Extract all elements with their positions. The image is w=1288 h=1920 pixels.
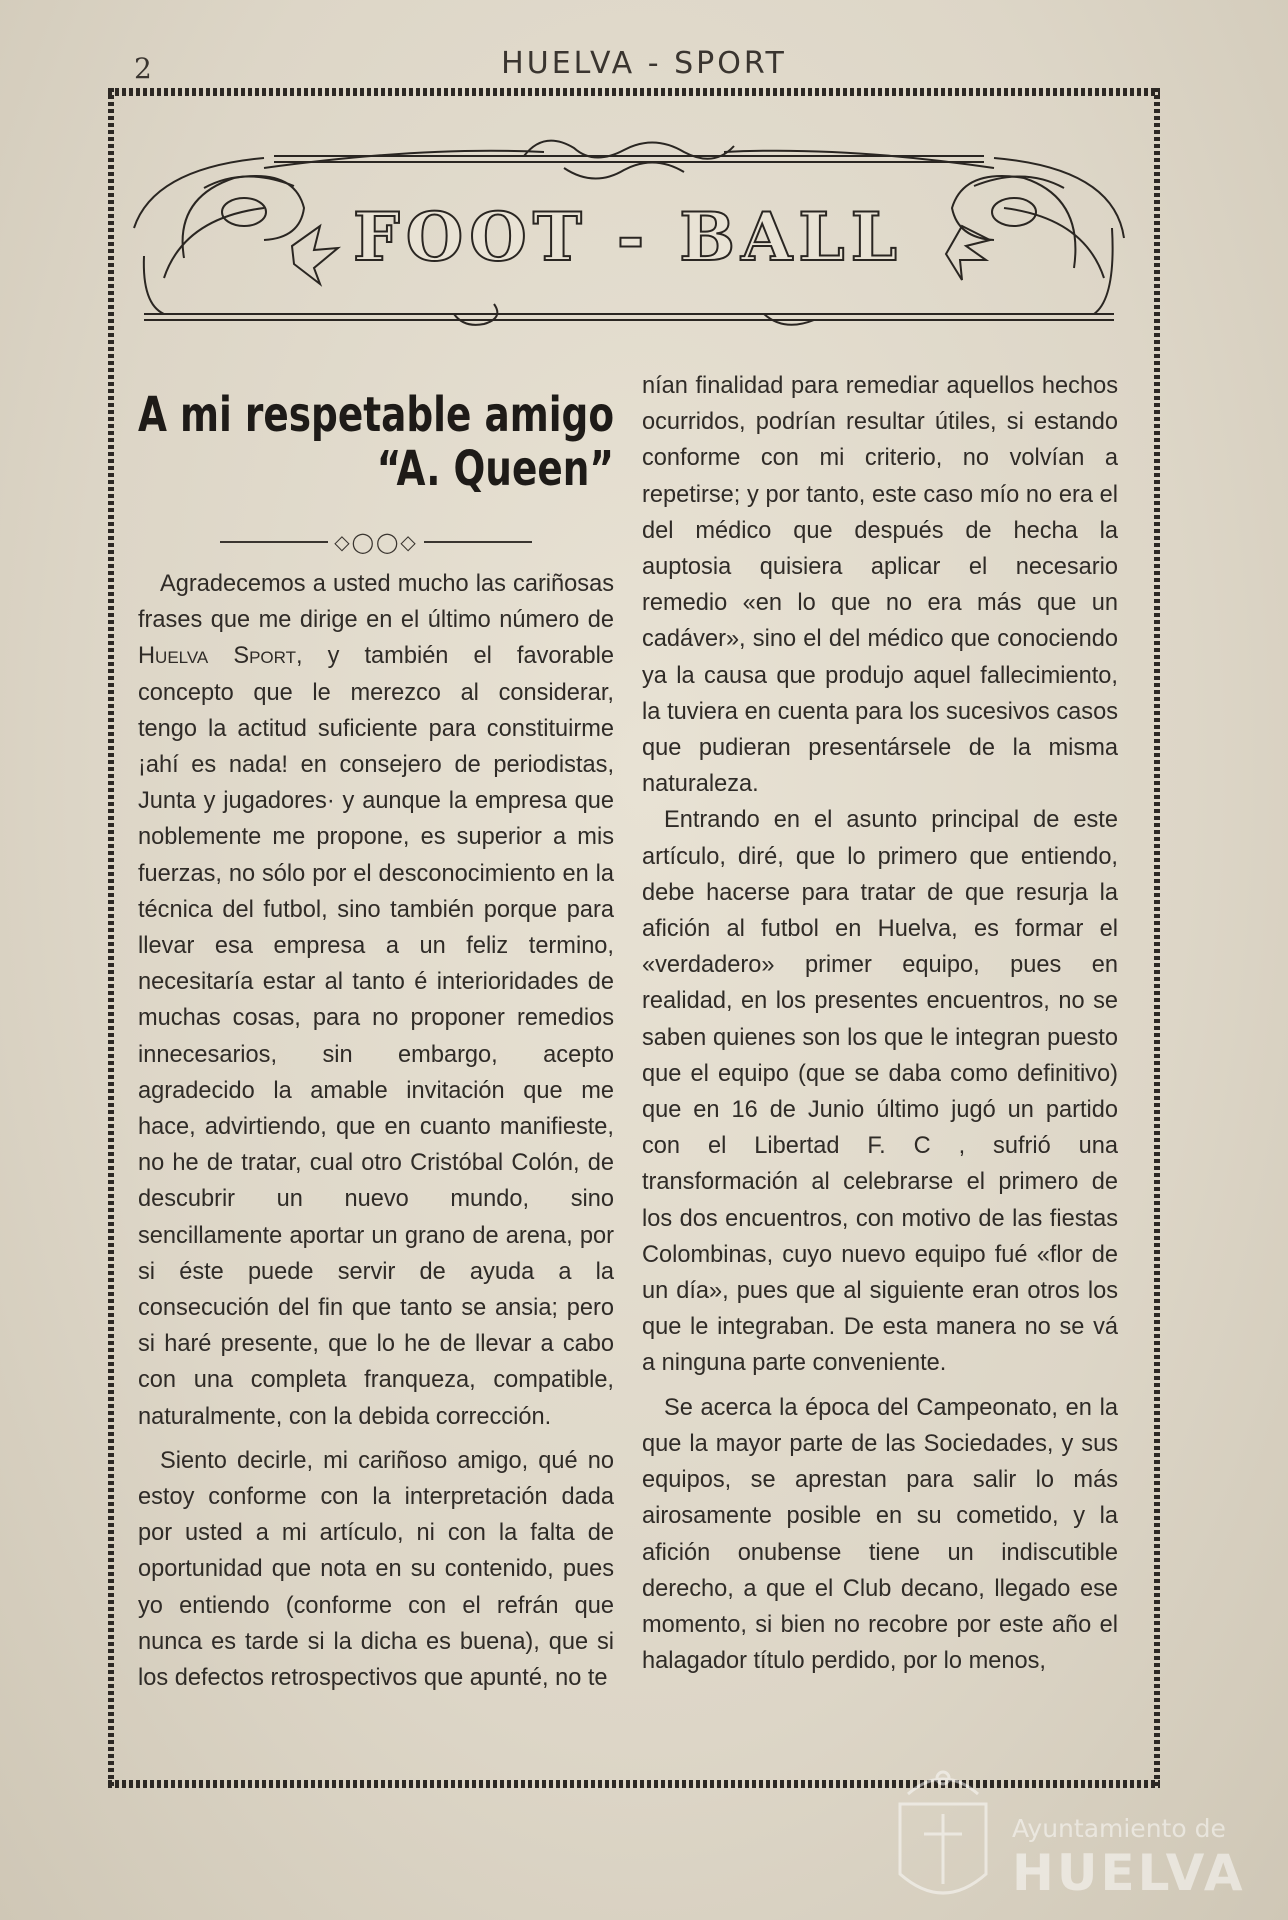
right-paragraph-2: Entrando en el asunto principal de este artículo, diré, que lo primero que entiendo, debe hacerse para tratar de que resurja la afición al futbol en Huelva, es formar el «verdadero» primer equipo, pues en realidad, en los presentes encuentros, no se saben quienes son los que le integran puesto que el equipo (que se daba como definitivo) que en 16 de Junio último jugó un partido con el Libertad F. C , sufrió una transformación al celebrarse el primero de los dos encuentros, con motivo de las fiestas Colombinas, cuyo nuevo equipo fué «flor de un día», pues que al siguiente eran otros los que le integraban. De esta manera no se vá a ninguna parte conveniente. [642,807,1118,1377]
title-separator [138,524,614,560]
publication-name: Huelva Sport [138,643,296,670]
running-head-title: HUELVA - SPORT [501,46,787,81]
left-paragraph-2: Siento decirle, mi cariñoso amigo, qué no estoy conforme con la interpretación dada por usted a mi artículo, ni con la falta de oportunidad que nota en su contenido, pues yo entiendo (conforme con el refrán que nunca es tarde si la dicha es buena), que si los defectos retrospectivos que apunté, no te [138,1447,614,1692]
article-title-line-2: “A. Queen” [376,441,614,497]
right-paragraph-3: Se acerca la época del Campeonato, en la que la mayor parte de las Sociedades, y sus equipos, se aprestan para salir lo más airosamente posible en su cometido, y la afición onubense tiene un indiscutible derecho, a que el Club decano, llegado ese momento, si bien no recobre por este año el halagador título perdido, por lo menos, [642,1394,1118,1675]
archive-watermark [880,1750,1246,1920]
right-paragraph-1: nían finalidad para remediar aquellos hechos ocurridos, podrían resultar útiles, si estando conforme con mi criterio, no volvían a repetirse; y por tanto, este caso mío no era el del médico que después de hecha la auptosia quisiera aplicar el necesario remedio «en lo que no era más que un cadáver», sino el del médico que conociendo ya la causa que produjo aquel fallecimiento, la tuviera en cuenta para los sucesivos casos que pudieran presentársele de la misma naturaleza. [642,373,1118,798]
watermark-line-1: Ayuntamiento de [1012,1814,1226,1843]
banner-title: FOOT - BALL [352,198,904,276]
article-title-line-1: A mi respetable amigo [138,387,615,443]
article-right-column [642,368,1118,1679]
watermark-line-2: HUELVA [1012,1844,1246,1902]
left-paragraph-1: Agradecemos a usted mucho las cariñosas frases que me dirige en el último número de Huelva Sport, y también el favorable concepto que le merezco al considerar, tengo la actitud suficiente para constituirme ¡ahí es nada! en consejero de periodistas, Junta y jugadores· y aunque la empresa que noblemente me propone, es superior a mis fuerzas, no sólo por el desconocimiento en la técnica del futbol, sino también porque para llevar esa empresa a un feliz termino, necesitaría estar al tanto é interioridades de muchas cosas, para no proponer remedios innecesarios, sin embargo, acepto agradecido la amable invitación que me hace, advirtiendo, que en cuanto manifieste, no he de tratar, cual otro Cristóbal Colón, de descubrir un nuevo mundo, sino sencillamente aportar un grano de arena, por si éste puede servir de ayuda a la consecución del fin que tanto se ansia; pero si haré presente, que lo he de llevar a cabo con una completa franqueza, compatible, naturalmente, con la debida corrección. [138,571,614,1430]
crest-icon [888,1754,998,1914]
separator-ornament: ◇◯◯◇ [334,529,418,554]
article-left-column [138,370,614,1696]
page-number: 2 [134,52,152,85]
section-banner [124,128,1132,338]
